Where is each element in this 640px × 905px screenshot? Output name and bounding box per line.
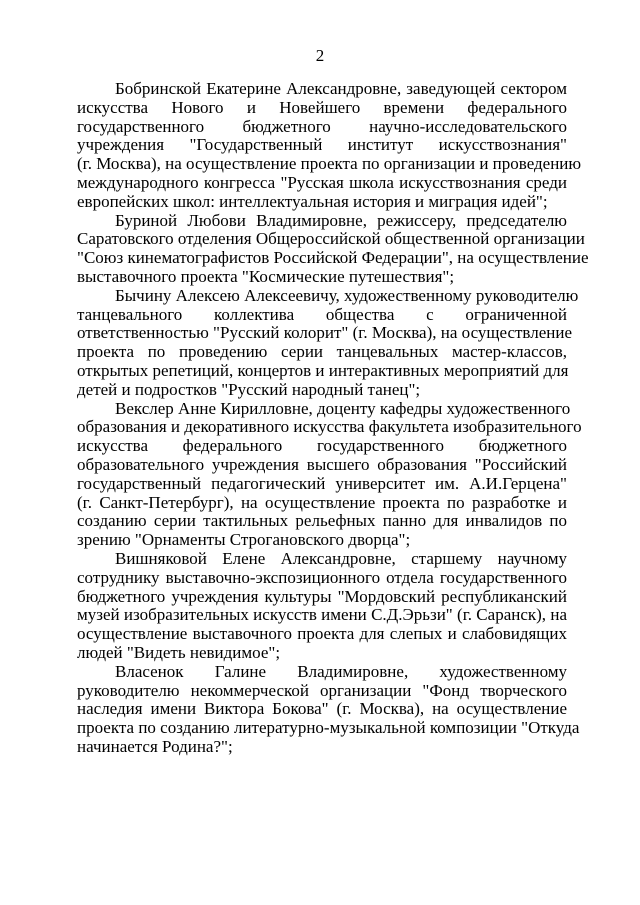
text-line: проекта по проведению серии танцевальных мастер-классов, bbox=[77, 342, 567, 362]
list-item bbox=[77, 285, 579, 400]
page-number: 2 bbox=[315, 46, 325, 65]
text-line: Векслер Анне Кирилловне, доценту кафедры художественного bbox=[115, 398, 571, 418]
list-item bbox=[77, 550, 567, 663]
text-line: Саратовского отделения Общероссийской общественной организации bbox=[77, 229, 585, 249]
text-line: Бобринской Екатерине Александровне, заведующей сектором bbox=[115, 79, 567, 98]
text-line: осуществление выставочного проекта для слепых и слабовидящих bbox=[77, 624, 567, 644]
text-line: государственный педагогический университет им. А.И.Герцена" bbox=[77, 473, 567, 493]
list-item bbox=[77, 79, 582, 212]
text-line: государственного бюджетного научно-исследовательского bbox=[77, 116, 567, 136]
list-item bbox=[77, 210, 589, 287]
text-line: начинается Родина?"; bbox=[77, 736, 233, 756]
text-line: Вишняковой Елене Александровне, старшему научному bbox=[115, 548, 567, 568]
text-line: искусства федерального государственного бюджетного bbox=[77, 436, 567, 456]
text-line: музей изобразительных искусств имени С.Д.Эрьзи" (г. Саранск), на bbox=[77, 605, 567, 625]
text-line: искусства Нового и Новейшего времени федерального bbox=[77, 97, 567, 117]
text-line: бюджетного учреждения культуры "Мордовский республиканский bbox=[77, 586, 567, 606]
text-line: образовательного учреждения высшего образования "Российский bbox=[77, 454, 567, 474]
text-line: учреждения "Государственный институт искусствознания" bbox=[77, 135, 567, 155]
text-line: детей и подростков "Русский народный танец"; bbox=[77, 379, 421, 399]
text-line: (г. Москва), на осуществление проекта по организации и проведению bbox=[77, 154, 582, 174]
text-line: руководителю некоммерческой организации "Фонд творческого bbox=[77, 680, 567, 700]
text-line: европейских школ: интеллектуальная история и миграция идей"; bbox=[77, 191, 548, 211]
document-body bbox=[77, 79, 589, 757]
text-line: выставочного проекта "Космические путешествия"; bbox=[77, 266, 455, 286]
text-line: (г. Санкт-Петербург), на осуществление проекта по разработке и bbox=[77, 492, 567, 512]
text-line: ответственностью "Русский колорит" (г. Москва), на осуществление bbox=[77, 323, 573, 343]
text-line: созданию серии тактильных рельефных панно для инвалидов по bbox=[77, 511, 567, 531]
list-item bbox=[77, 398, 582, 550]
text-line: сотруднику выставочно-экспозиционного отдела государственного bbox=[77, 567, 567, 587]
list-item bbox=[77, 661, 580, 757]
text-line: проекта по созданию литературно-музыкальной композиции "Откуда bbox=[77, 718, 580, 738]
text-line: танцевального коллектива общества с ограниченной bbox=[77, 304, 567, 324]
text-line: Власенок Галине Владимировне, художественному bbox=[115, 661, 567, 681]
text-line: наследия имени Виктора Бокова" (г. Москва), на осуществление bbox=[77, 699, 567, 719]
text-line: международного конгресса "Русская школа искусствознания среди bbox=[77, 172, 567, 192]
text-line: зрению "Орнаменты Строгановского дворца"; bbox=[77, 530, 411, 550]
text-line: образования и декоративного искусства факультета изобразительного bbox=[77, 417, 582, 437]
text-line: "Союз кинематографистов Российской Федерации", на осуществление bbox=[77, 248, 589, 268]
text-line: людей "Видеть невидимое"; bbox=[77, 642, 281, 662]
text-line: открытых репетиций, концертов и интерактивных мероприятий для bbox=[77, 360, 569, 380]
text-line: Буриной Любови Владимировне, режиссеру, председателю bbox=[115, 210, 567, 230]
text-line: Бычину Алексею Алексеевичу, художественному руководителю bbox=[115, 285, 579, 305]
